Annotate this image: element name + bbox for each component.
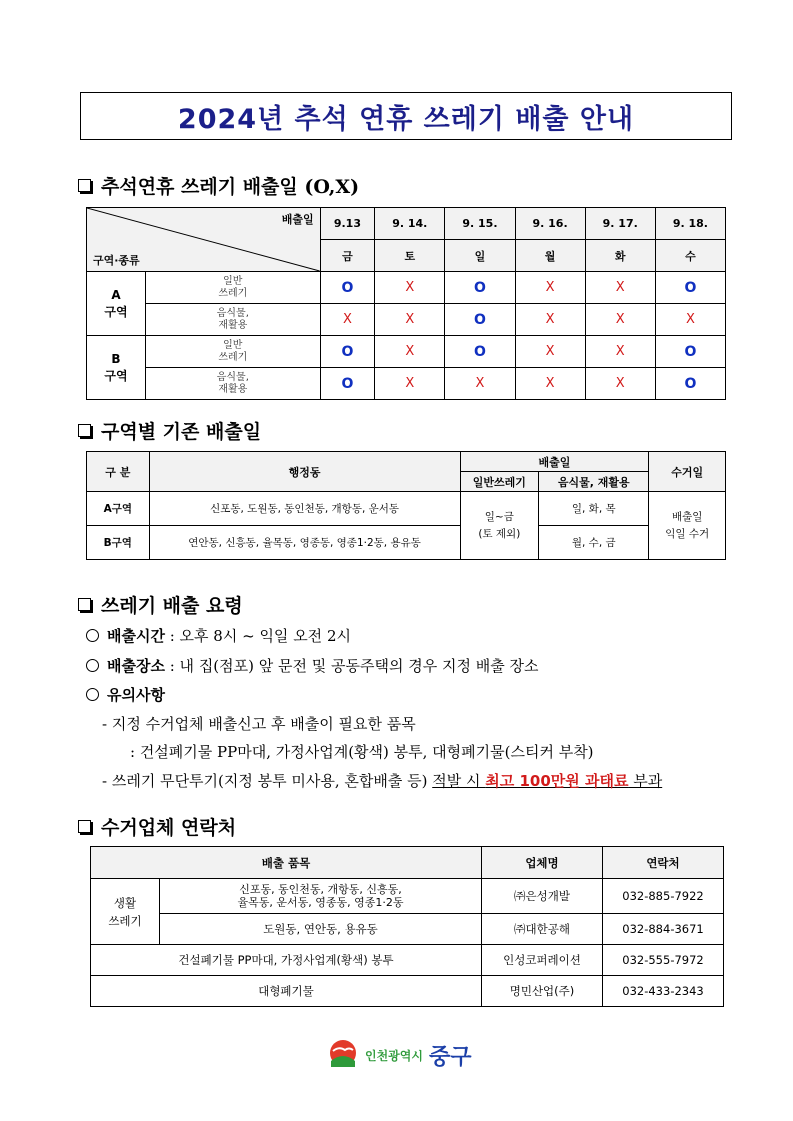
not-allowed-mark: X [515,336,585,368]
rule-label: 배출시간 [107,627,165,645]
allowed-mark: O [655,368,725,400]
allowed-mark: O [445,304,515,336]
section-heading-contacts [78,813,236,840]
rule-label: 배출장소 [107,657,165,675]
waste-type: 음식물, 재활용 [146,304,321,336]
header-contact: 연락처 [603,847,724,879]
note-1: - 지정 수거업체 배출신고 후 배출이 필요한 품목 [102,715,416,733]
zone-b: B구역 [87,526,150,560]
logo-district: 중구 [428,1044,472,1070]
rule-time [86,625,351,646]
page-title: 2024년 추석 연휴 쓰레기 배출 안내 [177,103,635,135]
note-2 [102,770,662,791]
contact-number: 032-884-3671 [603,914,724,945]
section-title: 추석연휴 쓰레기 배출일 (O,X) [101,176,360,198]
not-allowed-mark: X [585,368,655,400]
dong-list-a: 신포동, 도원동, 동인천동, 개항동, 운서동 [149,492,460,526]
not-allowed-mark: X [515,304,585,336]
allowed-mark: O [320,272,375,304]
day-header: 수 [655,240,725,272]
date-header: 9.13 [320,208,375,240]
not-allowed-mark: X [585,304,655,336]
note-2-text: - 쓰레기 무단투기(지정 봉투 미사용, 혼합배출 등) [102,772,433,790]
contact-item: 건설폐기물 PP마대, 가정사업계(황색) 봉투 [91,945,482,976]
zone-label: A 구역 [87,272,146,336]
not-allowed-mark: X [320,304,375,336]
fine-highlight: 최고 100만원 과태료 [485,772,629,790]
company-name: 명민산업(주) [482,976,603,1007]
group-label: 생활 쓰레기 [91,879,160,945]
allowed-mark: O [655,272,725,304]
day-header: 일 [445,240,515,272]
not-allowed-mark: X [655,304,725,336]
day-header: 토 [375,240,445,272]
zone-label: B 구역 [87,336,146,400]
contact-item: 도원동, 연안동, 용유동 [160,914,482,945]
checkbox-square-icon [78,820,91,833]
checkbox-square-icon [78,424,91,437]
note-2-underlined [432,772,662,790]
day-header: 금 [320,240,375,272]
not-allowed-mark: X [375,336,445,368]
company-name: ㈜대한공해 [482,914,603,945]
contact-item: 신포동, 동인천동, 개항동, 신흥동, 율목동, 운서동, 영종동, 영종1·2동 [160,879,482,914]
circle-bullet-icon [86,688,99,701]
section-heading-rules [78,591,243,618]
contact-table [90,846,724,1007]
note-2-u: 적발 시 [432,772,486,790]
general-days: 일~금 (토 제외) [460,492,539,560]
day-header: 화 [585,240,655,272]
note-1b: : 건설폐기물 PP마대, 가정사업계(황색) 봉투, 대형폐기물(스티커 부착) [130,743,594,761]
rule-text: : 내 집(점포) 앞 문전 및 공동주택의 경우 지정 배출 장소 [164,657,539,675]
title-box [80,92,732,140]
waste-type: 음식물, 재활용 [146,368,321,400]
logo-city: 인천광역시 [365,1048,423,1063]
company-name: 인성코퍼레이션 [482,945,603,976]
allowed-mark: O [320,368,375,400]
section-title: 수거업체 연락처 [101,817,237,839]
note-2-end: 부과 [628,772,663,790]
city-emblem-icon [325,1037,361,1073]
date-header: 9. 18. [655,208,725,240]
not-allowed-mark: X [585,336,655,368]
not-allowed-mark: X [515,368,585,400]
date-header: 9. 14. [375,208,445,240]
header-general: 일반쓰레기 [460,472,539,492]
allowed-mark: O [655,336,725,368]
food-days-a: 일, 화, 목 [539,492,649,526]
header-item: 배출 품목 [91,847,482,879]
date-header: 9. 15. [445,208,515,240]
rule-label: 유의사항 [107,686,165,704]
rule-text: : 오후 8시 ~ 익일 오전 2시 [164,627,351,645]
rule-place [86,655,538,676]
circle-bullet-icon [86,659,99,672]
not-allowed-mark: X [445,368,515,400]
not-allowed-mark: X [375,304,445,336]
section-title: 구역별 기존 배출일 [101,421,262,443]
header-gubun: 구 분 [87,452,150,492]
rule-notice [86,684,165,705]
not-allowed-mark: X [375,272,445,304]
corner-header [87,208,321,272]
company-name: ㈜은성개발 [482,879,603,914]
contact-number: 032-555-7972 [603,945,724,976]
logo [325,1037,471,1073]
corner-top-label: 배출일 [281,213,314,226]
not-allowed-mark: X [515,272,585,304]
section-heading-holiday [78,172,359,199]
header-collect: 수거일 [649,452,726,492]
not-allowed-mark: X [585,272,655,304]
header-dong: 행정동 [149,452,460,492]
contact-number: 032-885-7922 [603,879,724,914]
contact-item: 대형폐기물 [91,976,482,1007]
checkbox-square-icon [78,179,91,192]
checkbox-square-icon [78,598,91,611]
regular-schedule-table [86,451,726,560]
corner-bottom-label: 구역·종류 [93,254,140,267]
contact-number: 032-433-2343 [603,976,724,1007]
section-title: 쓰레기 배출 요령 [101,595,243,617]
date-header: 9. 16. [515,208,585,240]
holiday-schedule-table [86,207,726,400]
zone-a: A구역 [87,492,150,526]
food-days-b: 월, 수, 금 [539,526,649,560]
not-allowed-mark: X [375,368,445,400]
date-header: 9. 17. [585,208,655,240]
allowed-mark: O [445,272,515,304]
day-header: 월 [515,240,585,272]
waste-type: 일반 쓰레기 [146,272,321,304]
header-food: 음식물, 재활용 [539,472,649,492]
header-day: 배출일 [460,452,649,472]
allowed-mark: O [320,336,375,368]
circle-bullet-icon [86,629,99,642]
header-company: 업체명 [482,847,603,879]
dong-list-b: 연안동, 신흥동, 율목동, 영종동, 영종1·2동, 용유동 [149,526,460,560]
waste-type: 일반 쓰레기 [146,336,321,368]
section-heading-regular [78,417,261,444]
collect-day: 배출일 익일 수거 [649,492,726,560]
allowed-mark: O [445,336,515,368]
